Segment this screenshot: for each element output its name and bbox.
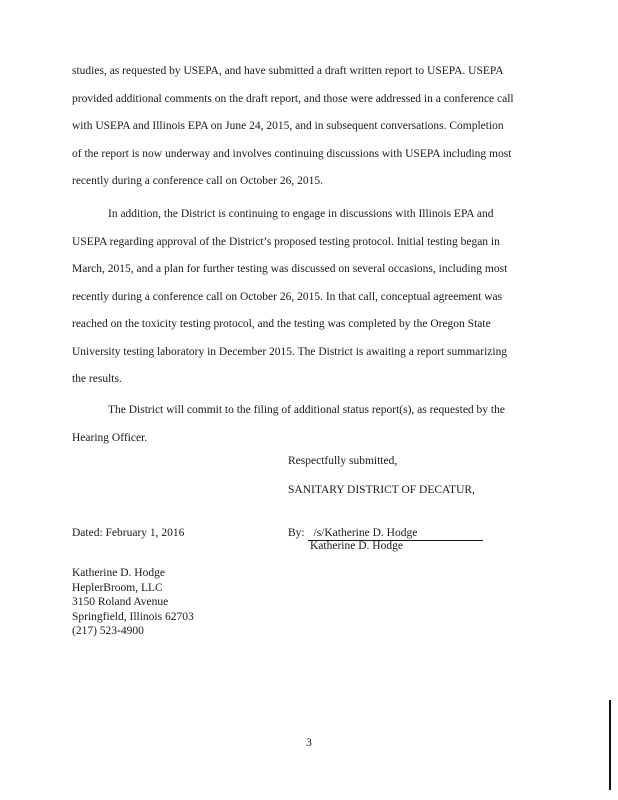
page-number: 3 [306,737,312,749]
party-name: SANITARY DISTRICT OF DECATUR, [288,484,475,496]
text-line: University testing laboratory in December 2015. The District is awaiting a report summarizing [72,345,508,358]
paragraph-commitment [72,397,542,452]
text-line: reached on the toxicity testing protocol, and the testing was completed by the Oregon State [72,318,491,330]
text-line: USEPA regarding approval of the District’s proposed testing protocol. Initial testing began in [72,235,500,248]
signature-text: /s/Katherine D. Hodge [313,527,418,539]
respectfully-submitted: Respectfully submitted, [288,455,398,467]
address-line: Springfield, Illinois 62703 [72,610,194,623]
text-line: studies, as requested by USEPA, and have submitted a draft written report to USEPA. USEPA [72,65,504,77]
by-label: By: [288,527,305,539]
text-line: In addition, the District is continuing to engage in discussions with Illinois EPA and [108,208,494,220]
electronic-signature [308,527,483,541]
address-line: (217) 523-4900 [72,625,144,637]
signature-block [288,527,483,541]
address-line: 3150 Roland Avenue [72,596,169,608]
signer-name: Katherine D. Hodge [310,540,403,552]
text-line: with USEPA and Illinois EPA on June 24, 2015, and in subsequent conversations. Completion [72,120,504,132]
attorney-address [72,566,194,639]
paragraph-testing-protocol [72,201,542,394]
date-line: Dated: February 1, 2016 [72,527,185,539]
text-line: The District will commit to the filing of additional status report(s), as requested by the [108,404,505,416]
text-line: recently during a conference call on October 26, 2015. [72,175,323,187]
text-line: the results. [72,373,122,385]
address-line: HeplerBroom, LLC [72,581,163,594]
text-line: of the report is now underway and involves continuing discussions with USEPA including most [72,147,512,160]
text-line: Hearing Officer. [72,431,148,444]
address-line: Katherine D. Hodge [72,567,165,579]
scan-edge-mark [609,700,611,790]
text-line: recently during a conference call on October 26, 2015. In that call, conceptual agreement was [72,290,503,303]
paragraph-status-report [72,58,542,196]
text-line: provided additional comments on the draft report, and those were addressed in a conference call [72,92,514,105]
text-line: March, 2015, and a plan for further testing was discussed on several occasions, including most [72,263,508,275]
